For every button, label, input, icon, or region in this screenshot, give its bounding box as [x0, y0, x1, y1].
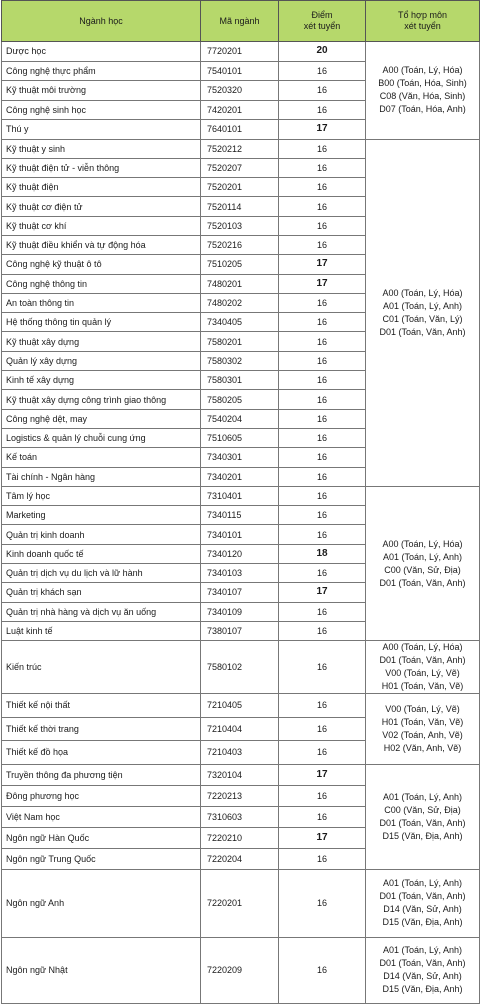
major-code: 7210404: [201, 717, 279, 741]
header-major: Ngành học: [2, 1, 201, 42]
major-code: 7480201: [201, 274, 279, 293]
major-name: Kỹ thuật y sinh: [2, 139, 201, 158]
combo-line: D01 (Toán, Văn, Anh): [379, 891, 466, 902]
admission-score: 16: [279, 525, 366, 544]
major-name: Thiết kế đồ họa: [2, 741, 201, 765]
subject-combination: [366, 486, 480, 640]
major-code: 7310401: [201, 486, 279, 505]
admission-score: 16: [279, 785, 366, 806]
major-code: 7210403: [201, 741, 279, 765]
admission-table: [1, 0, 480, 1004]
major-code: 7480202: [201, 293, 279, 312]
major-name: Kỹ thuật điện: [2, 178, 201, 197]
combo-line: D15 (Văn, Địa, Anh): [382, 830, 463, 841]
major-code: 7510205: [201, 255, 279, 274]
major-code: 7340107: [201, 583, 279, 602]
major-name: Công nghệ sinh học: [2, 100, 201, 120]
major-code: 7580205: [201, 390, 279, 409]
combo-line: C08 (Văn, Hóa, Sinh): [379, 91, 466, 102]
major-name: Công nghệ dệt, may: [2, 409, 201, 428]
major-name: Logistics & quản lý chuỗi cung ứng: [2, 428, 201, 447]
admission-score: 16: [279, 602, 366, 621]
subject-combination: [366, 42, 480, 140]
table-row: [2, 937, 480, 1003]
major-code: 7520103: [201, 216, 279, 235]
major-code: 7520212: [201, 139, 279, 158]
combo-line: C00 (Văn, Sử, Địa): [384, 564, 461, 575]
major-code: 7540204: [201, 409, 279, 428]
admission-score: 16: [279, 235, 366, 254]
major-name: Quản lý xây dựng: [2, 351, 201, 370]
admission-score: 16: [279, 448, 366, 467]
combo-line: A00 (Toán, Lý, Hóa): [382, 287, 463, 298]
table-row: [2, 764, 480, 785]
major-name: Dược học: [2, 42, 201, 62]
major-name: Kỹ thuật xây dựng: [2, 332, 201, 351]
major-code: 7220209: [201, 937, 279, 1003]
combo-line: V00 (Toán, Lý, Vẽ): [385, 703, 460, 714]
admission-score: 16: [279, 428, 366, 447]
subject-combination: [366, 641, 480, 694]
major-code: 7520114: [201, 197, 279, 216]
admission-score: 16: [279, 197, 366, 216]
major-code: 7340101: [201, 525, 279, 544]
admission-score: 16: [279, 139, 366, 158]
major-code: 7340201: [201, 467, 279, 486]
combo-line: C01 (Toán, Văn, Lý): [382, 313, 463, 324]
major-code: 7540101: [201, 61, 279, 81]
major-code: 7320104: [201, 764, 279, 785]
admission-score: 16: [279, 216, 366, 235]
admission-score: 16: [279, 564, 366, 583]
admission-score: 16: [279, 621, 366, 640]
major-code: 7640101: [201, 120, 279, 140]
major-name: Kỹ thuật điện tử - viễn thông: [2, 158, 201, 177]
combo-line: D01 (Toán, Văn, Anh): [379, 817, 466, 828]
major-name: Đông phương học: [2, 785, 201, 806]
admission-score: 18: [279, 544, 366, 563]
admission-score: 16: [279, 806, 366, 827]
combo-line: V02 (Toán, Anh, Vẽ): [382, 729, 463, 740]
header-score: [279, 1, 366, 42]
table-row: [2, 694, 480, 718]
major-name: Kỹ thuật cơ khí: [2, 216, 201, 235]
admission-score: 16: [279, 741, 366, 765]
combo-line: D01 (Toán, Văn, Anh): [379, 577, 466, 588]
admission-score: 16: [279, 869, 366, 937]
major-name: Ngôn ngữ Hàn Quốc: [2, 827, 201, 848]
major-name: Kế toán: [2, 448, 201, 467]
combo-line: D01 (Toán, Văn, Anh): [379, 655, 466, 666]
header-score-line2: xét tuyển: [303, 21, 341, 31]
subject-combination: [366, 869, 480, 937]
major-name: An toàn thông tin: [2, 293, 201, 312]
admission-score: 16: [279, 81, 366, 101]
header-code: Mã ngành: [201, 1, 279, 42]
admission-score: 16: [279, 313, 366, 332]
admission-score: 16: [279, 717, 366, 741]
major-name: Quản trị khách sạn: [2, 583, 201, 602]
major-code: 7220213: [201, 785, 279, 806]
major-name: Kỹ thuật môi trường: [2, 81, 201, 101]
major-code: 7340115: [201, 506, 279, 525]
major-name: Luật kinh tế: [2, 621, 201, 640]
admission-score: 16: [279, 100, 366, 120]
table-row: [2, 42, 480, 62]
subject-combination: [366, 937, 480, 1003]
admission-score: 16: [279, 486, 366, 505]
table-row: [2, 641, 480, 694]
major-code: 7520201: [201, 178, 279, 197]
major-name: Tài chính - Ngân hàng: [2, 467, 201, 486]
header-score-line1: Điểm: [311, 10, 333, 20]
major-name: Việt Nam học: [2, 806, 201, 827]
major-name: Quản trị kinh doanh: [2, 525, 201, 544]
table-row: [2, 869, 480, 937]
major-name: Tâm lý học: [2, 486, 201, 505]
major-name: Quản trị nhà hàng và dịch vụ ăn uống: [2, 602, 201, 621]
combo-line: A01 (Toán, Lý, Anh): [382, 551, 463, 562]
subject-combination: [366, 694, 480, 765]
combo-line: A01 (Toán, Lý, Anh): [382, 945, 463, 956]
major-code: 7220201: [201, 869, 279, 937]
table-row: [2, 139, 480, 158]
admission-score: 16: [279, 467, 366, 486]
major-code: 7340109: [201, 602, 279, 621]
major-code: 7420201: [201, 100, 279, 120]
major-code: 7580301: [201, 371, 279, 390]
major-name: Ngôn ngữ Anh: [2, 869, 201, 937]
major-code: 7580302: [201, 351, 279, 370]
admission-score: 17: [279, 120, 366, 140]
header-combo: [366, 1, 480, 42]
admission-score: 16: [279, 371, 366, 390]
major-code: 7340405: [201, 313, 279, 332]
major-name: Ngôn ngữ Nhật: [2, 937, 201, 1003]
combo-line: C00 (Văn, Sử, Địa): [384, 804, 461, 815]
combo-line: A01 (Toán, Lý, Anh): [382, 300, 463, 311]
major-code: 7510605: [201, 428, 279, 447]
admission-score: 16: [279, 332, 366, 351]
admission-score: 17: [279, 827, 366, 848]
combo-line: D07 (Toán, Hóa, Anh): [379, 104, 466, 115]
major-name: Marketing: [2, 506, 201, 525]
major-code: 7520207: [201, 158, 279, 177]
major-code: 7220210: [201, 827, 279, 848]
admission-score: 17: [279, 255, 366, 274]
combo-line: D14 (Văn, Sử, Anh): [383, 971, 462, 982]
combo-line: D15 (Văn, Địa, Anh): [382, 984, 463, 995]
admission-score: 16: [279, 61, 366, 81]
major-name: Thiết kế nội thất: [2, 694, 201, 718]
major-name: Công nghệ kỹ thuật ô tô: [2, 255, 201, 274]
major-name: Công nghệ thực phẩm: [2, 61, 201, 81]
major-code: 7580102: [201, 641, 279, 694]
major-code: 7520216: [201, 235, 279, 254]
admission-score: 16: [279, 178, 366, 197]
combo-line: H02 (Văn, Anh, Vẽ): [383, 742, 462, 753]
table-row: [2, 486, 480, 505]
major-code: 7520320: [201, 81, 279, 101]
table-body: [2, 42, 480, 1004]
subject-combination: [366, 764, 480, 869]
admission-score: 16: [279, 694, 366, 718]
major-name: Quản trị dịch vụ du lịch và lữ hành: [2, 564, 201, 583]
subject-combination: [366, 139, 480, 486]
major-name: Kinh tế xây dựng: [2, 371, 201, 390]
major-code: 7340301: [201, 448, 279, 467]
header-combo-line2: xét tuyển: [404, 21, 441, 31]
major-name: Hệ thống thông tin quản lý: [2, 313, 201, 332]
major-name: Kỹ thuật xây dựng công trình giao thông: [2, 390, 201, 409]
admission-score: 17: [279, 274, 366, 293]
major-name: Truyền thông đa phương tiện: [2, 764, 201, 785]
combo-line: H01 (Toán, Văn, Vẽ): [381, 681, 464, 692]
header-combo-line1: Tổ hợp môn: [398, 10, 447, 20]
combo-line: D15 (Văn, Địa, Anh): [382, 917, 463, 928]
header-row: [2, 1, 480, 42]
admission-score: 20: [279, 42, 366, 62]
major-name: Kinh doanh quốc tế: [2, 544, 201, 563]
major-code: 7720201: [201, 42, 279, 62]
admission-score: 16: [279, 158, 366, 177]
major-name: Công nghệ thông tin: [2, 274, 201, 293]
combo-line: V00 (Toán, Lý, Vẽ): [385, 668, 460, 679]
combo-line: D01 (Toán, Văn, Anh): [379, 958, 466, 969]
admission-score: 16: [279, 293, 366, 312]
major-code: 7580201: [201, 332, 279, 351]
major-code: 7210405: [201, 694, 279, 718]
admission-score: 17: [279, 583, 366, 602]
major-code: 7220204: [201, 848, 279, 869]
admission-score: 17: [279, 764, 366, 785]
combo-line: H01 (Toán, Văn, Vẽ): [381, 716, 464, 727]
major-code: 7310603: [201, 806, 279, 827]
major-name: Thú y: [2, 120, 201, 140]
major-name: Ngôn ngữ Trung Quốc: [2, 848, 201, 869]
combo-line: D01 (Toán, Văn, Anh): [379, 326, 466, 337]
combo-line: D14 (Văn, Sử, Anh): [383, 904, 462, 915]
admission-score: 16: [279, 848, 366, 869]
combo-line: A00 (Toán, Lý, Hóa): [382, 65, 463, 76]
major-code: 7380107: [201, 621, 279, 640]
admission-score: 16: [279, 351, 366, 370]
major-code: 7340120: [201, 544, 279, 563]
combo-line: B00 (Toán, Hóa, Sinh): [378, 78, 467, 89]
combo-line: A01 (Toán, Lý, Anh): [382, 878, 463, 889]
major-name: Kiến trúc: [2, 641, 201, 694]
admission-score: 16: [279, 390, 366, 409]
combo-line: A00 (Toán, Lý, Hóa): [382, 642, 463, 653]
admission-score: 16: [279, 641, 366, 694]
combo-line: A01 (Toán, Lý, Anh): [382, 791, 463, 802]
admission-score: 16: [279, 409, 366, 428]
combo-line: A00 (Toán, Lý, Hóa): [382, 538, 463, 549]
major-name: Kỹ thuật điều khiển và tự động hóa: [2, 235, 201, 254]
major-name: Thiết kế thời trang: [2, 717, 201, 741]
major-name: Kỹ thuật cơ điện tử: [2, 197, 201, 216]
admission-score: 16: [279, 506, 366, 525]
admission-score: 16: [279, 937, 366, 1003]
major-code: 7340103: [201, 564, 279, 583]
